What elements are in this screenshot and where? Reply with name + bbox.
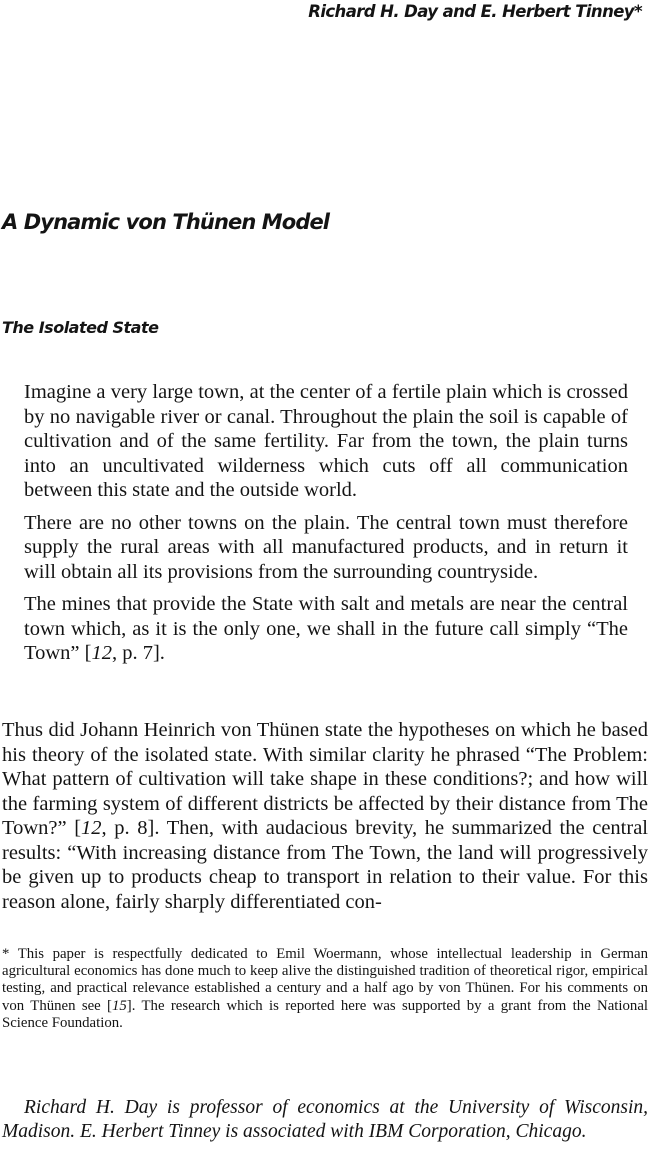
footnote-text: * This paper is respectfully dedicated to Emil Woermann, whose intellectual leadership in German agricultural economics has done much to keep alive the distinguished tradition of theoretical rigor, empirical testing, and practical relevance established a century and a half ago by von Thünen. For his comments on von Thünen see [ (2, 946, 648, 1014)
quote-text: The mines that provide the State with salt and metals are near the central town which, as it is the only one, we shall in the future call simply “The Town” [ (24, 593, 628, 664)
citation-ref: 15 (112, 997, 127, 1014)
citation-ref: 12 (81, 817, 102, 839)
section-heading: The Isolated State (2, 318, 159, 337)
quote-paragraph: Imagine a very large town, at the center of a fertile plain which is crossed by no navigable river or canal. Throughout the plain the soil is capable of cultivation and of the same fertility. Far from the town, the plain turns into an uncultivated wilderness which cuts off all communication between this state and the outside world. (24, 381, 628, 501)
body-text: Thus did Johann Heinrich von Thünen state the hypotheses on which he based his theory of the isolated state. With similar clarity he phrased “The Problem: What pattern of cultivation will take shape in these conditions?; and how will the farming system of different districts be affected by their distance from The Town?” [ (2, 719, 648, 839)
body-paragraph (2, 718, 648, 914)
citation-ref: 12 (91, 642, 112, 664)
block-quote (24, 380, 628, 674)
author-affiliation: Richard H. Day is professor of economics at the University of Wisconsin, Madison. E. Herbert Tinney is associated with IBM Corporation, Chicago. (2, 1097, 648, 1142)
quote-paragraph: There are no other towns on the plain. The central town must therefore supply the rural areas with all manufactured products, and in return it will obtain all its provisions from the surrounding countryside. (24, 511, 628, 583)
quote-text: , p. 7]. (111, 642, 165, 664)
body-text: , p. 8]. Then, with audacious brevity, he summarized the central results: “With increasing distance from The Town, the land will progressively be given up to products cheap to transport in relation to their value. For this reason alone, fairly sharply differentiated con- (2, 817, 648, 913)
quote-paragraph (24, 592, 628, 666)
footnote (2, 946, 648, 1032)
paper-title: A Dynamic von Thünen Model (2, 210, 330, 234)
running-header-authors: Richard H. Day and E. Herbert Tinney* (308, 2, 642, 21)
footnote-text: ]. The research which is reported here was supported by a grant from the National Science Foundation. (2, 997, 649, 1031)
